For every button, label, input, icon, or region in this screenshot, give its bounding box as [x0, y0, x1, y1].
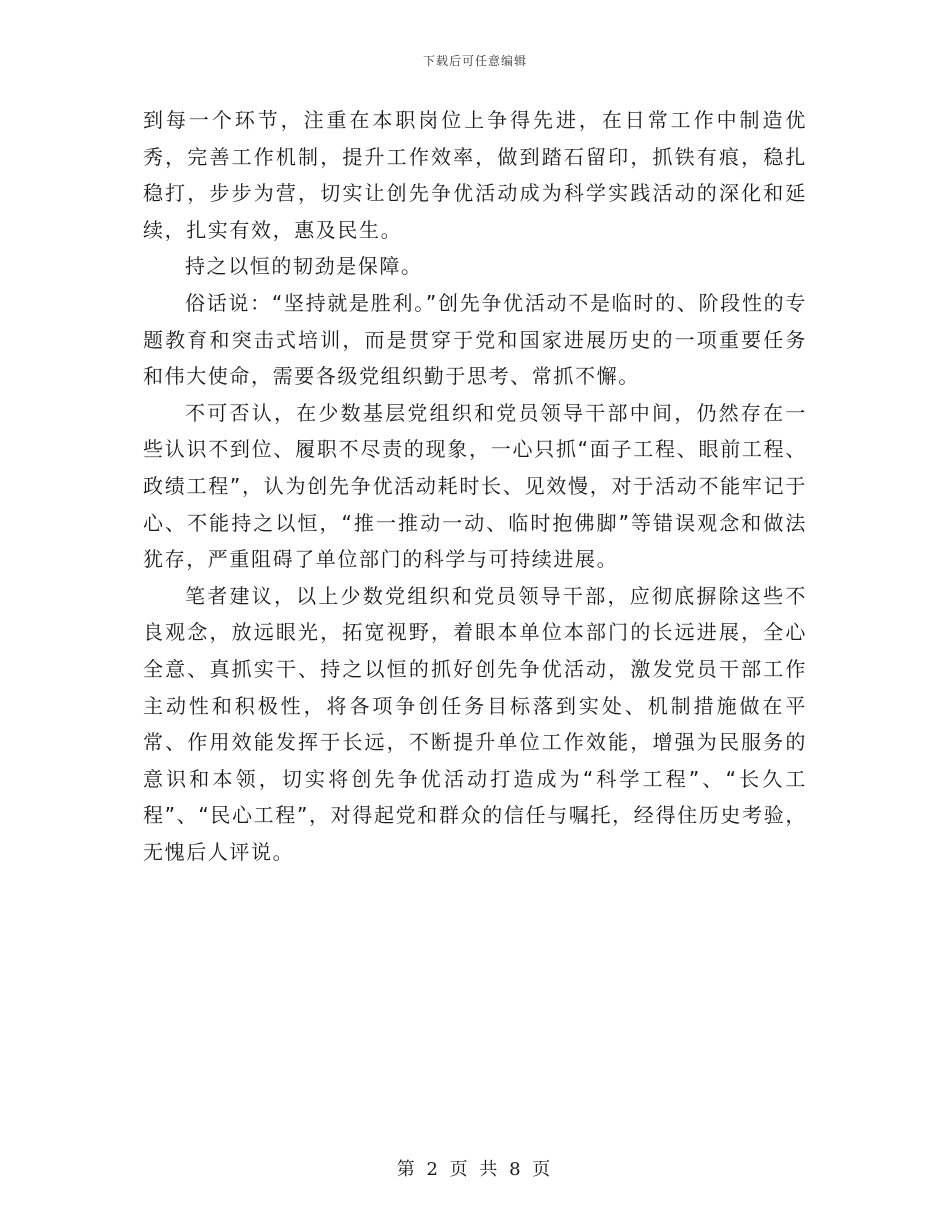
- document-body: [143, 102, 807, 870]
- paragraph-3: 俗话说：“坚持就是胜利。”创先争优活动不是临时的、阶段性的专题教育和突击式培训，而是贯穿于党和国家进展历史的一项重要任务和伟大使命，需要各级党组织勤于思考、常抓不懈。: [143, 290, 807, 389]
- header-note: 下载后可任意编辑: [422, 54, 527, 68]
- paragraph-1: 到每一个环节，注重在本职岗位上争得先进，在日常工作中制造优秀，完善工作机制，提升工作效率，做到踏石留印，抓铁有痕，稳扎稳打，步步为营，切实让创先争优活动成为科学实践活动的深化和延续，扎实有效，惠及民生。: [143, 108, 807, 242]
- paragraph-5: 笔者建议，以上少数党组织和党员领导干部，应彻底摒除这些不良观念，放远眼光，拓宽视野，着眼本单位本部门的长远进展，全心全意、真抓实干、持之以恒的抓好创先争优活动，激发党员干部工作主动性和积极性，将各项争创任务目标落到实处、机制措施做在平常、作用效能发挥于长远，不断提升单位工作效能，增强为民服务的意识和本领，切实将创先争优活动打造成为“科学工程”、“长久工程”、“民心工程”，对得起党和群众的信任与嘱托，经得住历史考验，无愧后人评说。: [143, 583, 807, 864]
- page-number-footer: 第 2 页 共 8 页: [396, 1159, 554, 1180]
- paragraph-4: 不可否认，在少数基层党组织和党员领导干部中间，仍然存在一些认识不到位、履职不尽责的现象，一心只抓“面子工程、眼前工程、政绩工程”，认为创先争优活动耗时长、见效慢，对于活动不能牢记于心、不能持之以恒，“推一推动一动、临时抱佛脚”等错误观念和做法犹存，严重阻碍了单位部门的科学与可持续进展。: [143, 400, 807, 572]
- paragraph-2: 持之以恒的韧劲是保障。: [185, 254, 423, 279]
